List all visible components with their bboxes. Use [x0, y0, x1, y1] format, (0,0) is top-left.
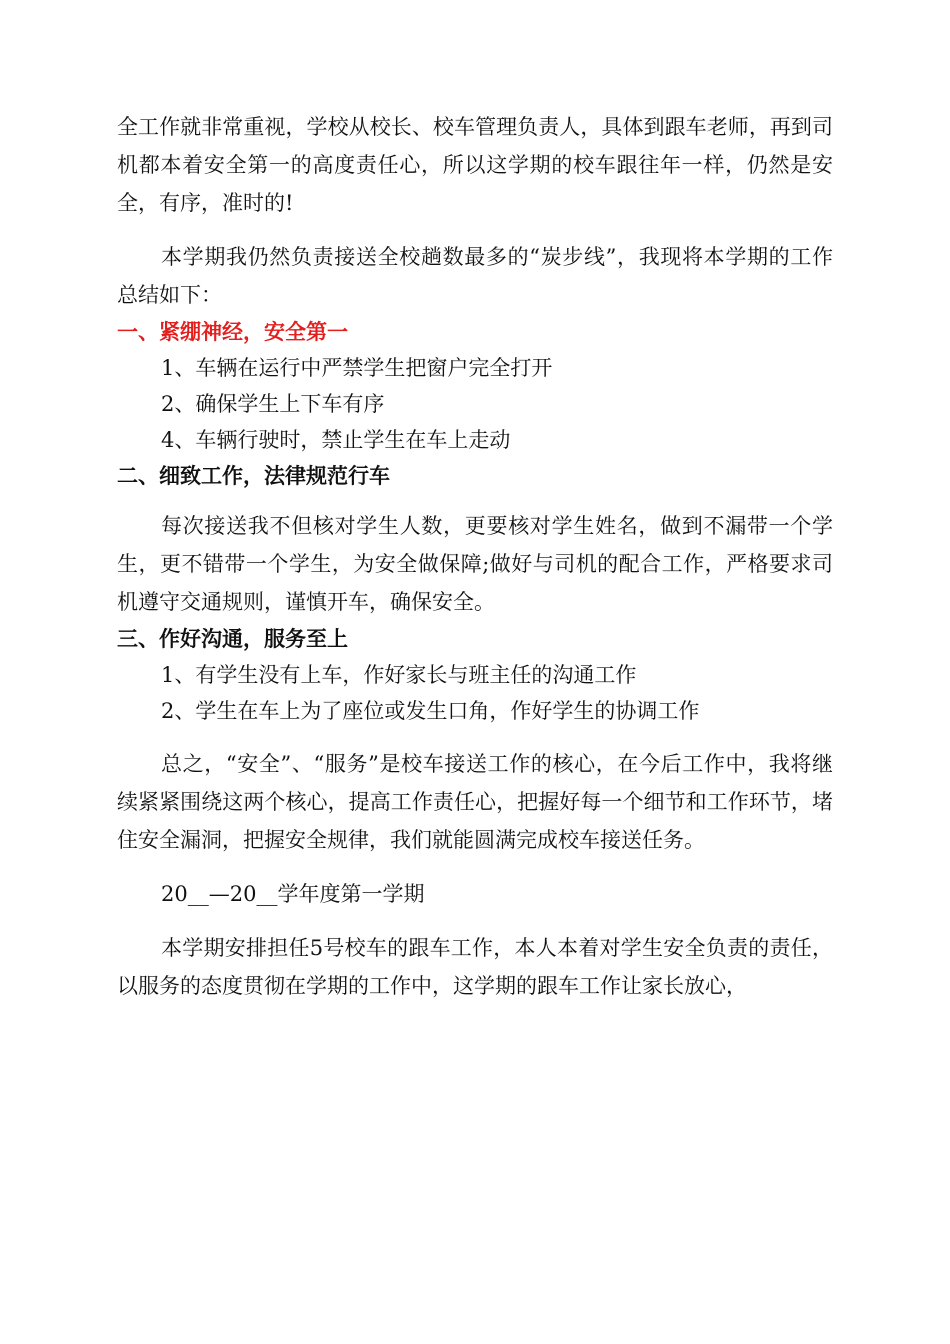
section-heading-safety: 一、紧绷神经，安全第一 — [117, 320, 348, 344]
list-item: 2、学生在车上为了座位或发生口角，作好学生的协调工作 — [161, 699, 700, 723]
list-item: 1、车辆在运行中严禁学生把窗户完全打开 — [161, 356, 553, 380]
body-paragraph-conclusion: 总之，“安全”、“服务”是校车接送工作的核心，在今后工作中，我将继续紧紧围绕这两个核心，提高工作责任心，把握好每一个细节和工作环节，堵住安全漏洞，把握安全规律，我们就能圆满完成校车接送任务。 — [117, 752, 833, 852]
body-paragraph-intro: 全工作就非常重视，学校从校长、校车管理负责人，具体到跟车老师，再到司机都本着安全第一的高度责任心，所以这学期的校车跟往年一样，仍然是安全，有序，准时的! — [117, 115, 833, 215]
section-heading-careful-work: 二、细致工作，法律规范行车 — [117, 464, 390, 488]
body-paragraph-summary-intro: 本学期我仍然负责接送全校趟数最多的“炭步线”，我现将本学期的工作总结如下： — [117, 245, 833, 307]
school-year-line: 20__—20__学年度第一学期 — [161, 882, 425, 906]
document-page — [117, 108, 833, 1005]
list-item: 2、确保学生上下车有序 — [161, 392, 385, 416]
list-item: 1、有学生没有上车，作好家长与班主任的沟通工作 — [161, 663, 637, 687]
body-paragraph-checking: 每次接送我不但核对学生人数，更要核对学生姓名，做到不漏带一个学生，更不错带一个学生，为安全做保障;做好与司机的配合工作，严格要求司机遵守交通规则，谨慎开车，确保安全。 — [117, 514, 833, 614]
body-paragraph-bus-5: 本学期安排担任5号校车的跟车工作，本人本着对学生安全负责的责任，以服务的态度贯彻在学期的工作中，这学期的跟车工作让家长放心， — [117, 936, 833, 998]
section-heading-communication: 三、作好沟通，服务至上 — [117, 627, 348, 651]
list-item: 4、车辆行驶时，禁止学生在车上走动 — [161, 428, 511, 452]
